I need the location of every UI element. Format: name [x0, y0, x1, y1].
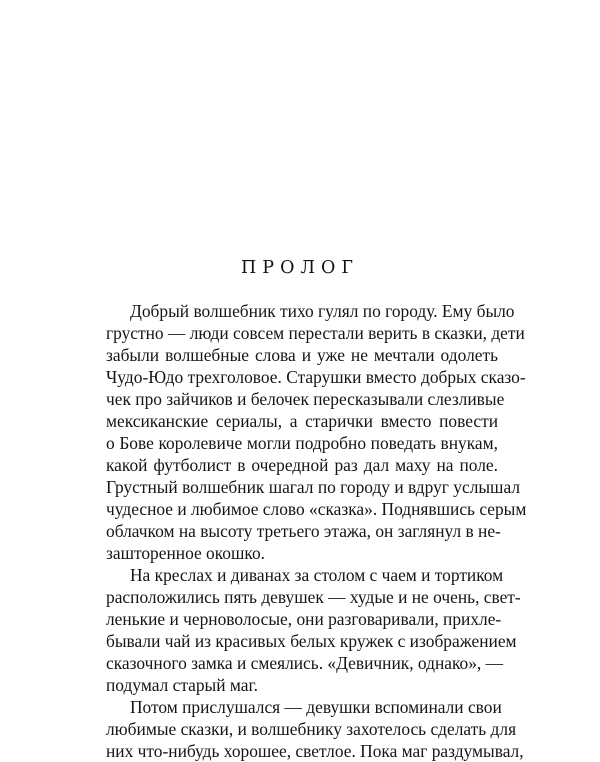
- text-line: подумал старый маг.: [106, 675, 259, 695]
- paragraph-1: [106, 300, 527, 564]
- text-line: Добрый волшебник тихо гулял по городу. Ему было: [130, 301, 515, 321]
- text-line: грустно — люди совсем перестали верить в сказки, дети: [106, 323, 525, 343]
- text-line: чудесное и любимое слово «сказка». Поднявшись серым: [106, 499, 527, 519]
- text-line: чек про зайчиков и белочек пересказывали слезливые: [106, 389, 505, 409]
- text-line: мексиканские сериалы, а старички вместо повести: [106, 411, 498, 431]
- text-line: какой футболист в очередной раз дал маху на поле.: [106, 455, 498, 475]
- text-line: облачком на высоту третьего этажа, он заглянул в не-: [106, 521, 501, 541]
- text-line: сказочного замка и смеялись. «Девичник, однако», —: [106, 653, 504, 673]
- text-line: На креслах и диванах за столом с чаем и тортиком: [130, 565, 504, 585]
- text-line: забыли волшебные слова и уже не мечтали одолеть: [106, 345, 498, 365]
- text-line: ленькие и черноволосые, они разговаривали, прихле-: [106, 609, 502, 629]
- body-text: [106, 300, 527, 762]
- text-line: бывали чай из красивых белых кружек с изображением: [106, 631, 517, 651]
- text-line: расположились пять девушек — худые и не очень, свет-: [106, 587, 521, 607]
- text-line: них что-нибудь хорошее, светлое. Пока маг раздумывал,: [106, 741, 524, 761]
- paragraph-2: [106, 564, 521, 696]
- text-line: Грустный волшебник шагал по городу и вдруг услышал: [106, 477, 520, 497]
- text-line: о Бове королевиче могли подробно поведать внукам,: [106, 433, 498, 453]
- chapter-title: ПРОЛОГ: [241, 258, 359, 278]
- text-line: Потом прислушался — девушки вспоминали свои: [130, 697, 502, 717]
- text-line: зашторенное окошко.: [106, 543, 266, 563]
- paragraph-3: [106, 696, 524, 762]
- text-line: любимые сказки, и волшебнику захотелось сделать для: [106, 719, 517, 739]
- text-line: Чудо-Юдо трехголовое. Старушки вместо добрых сказо-: [106, 367, 526, 387]
